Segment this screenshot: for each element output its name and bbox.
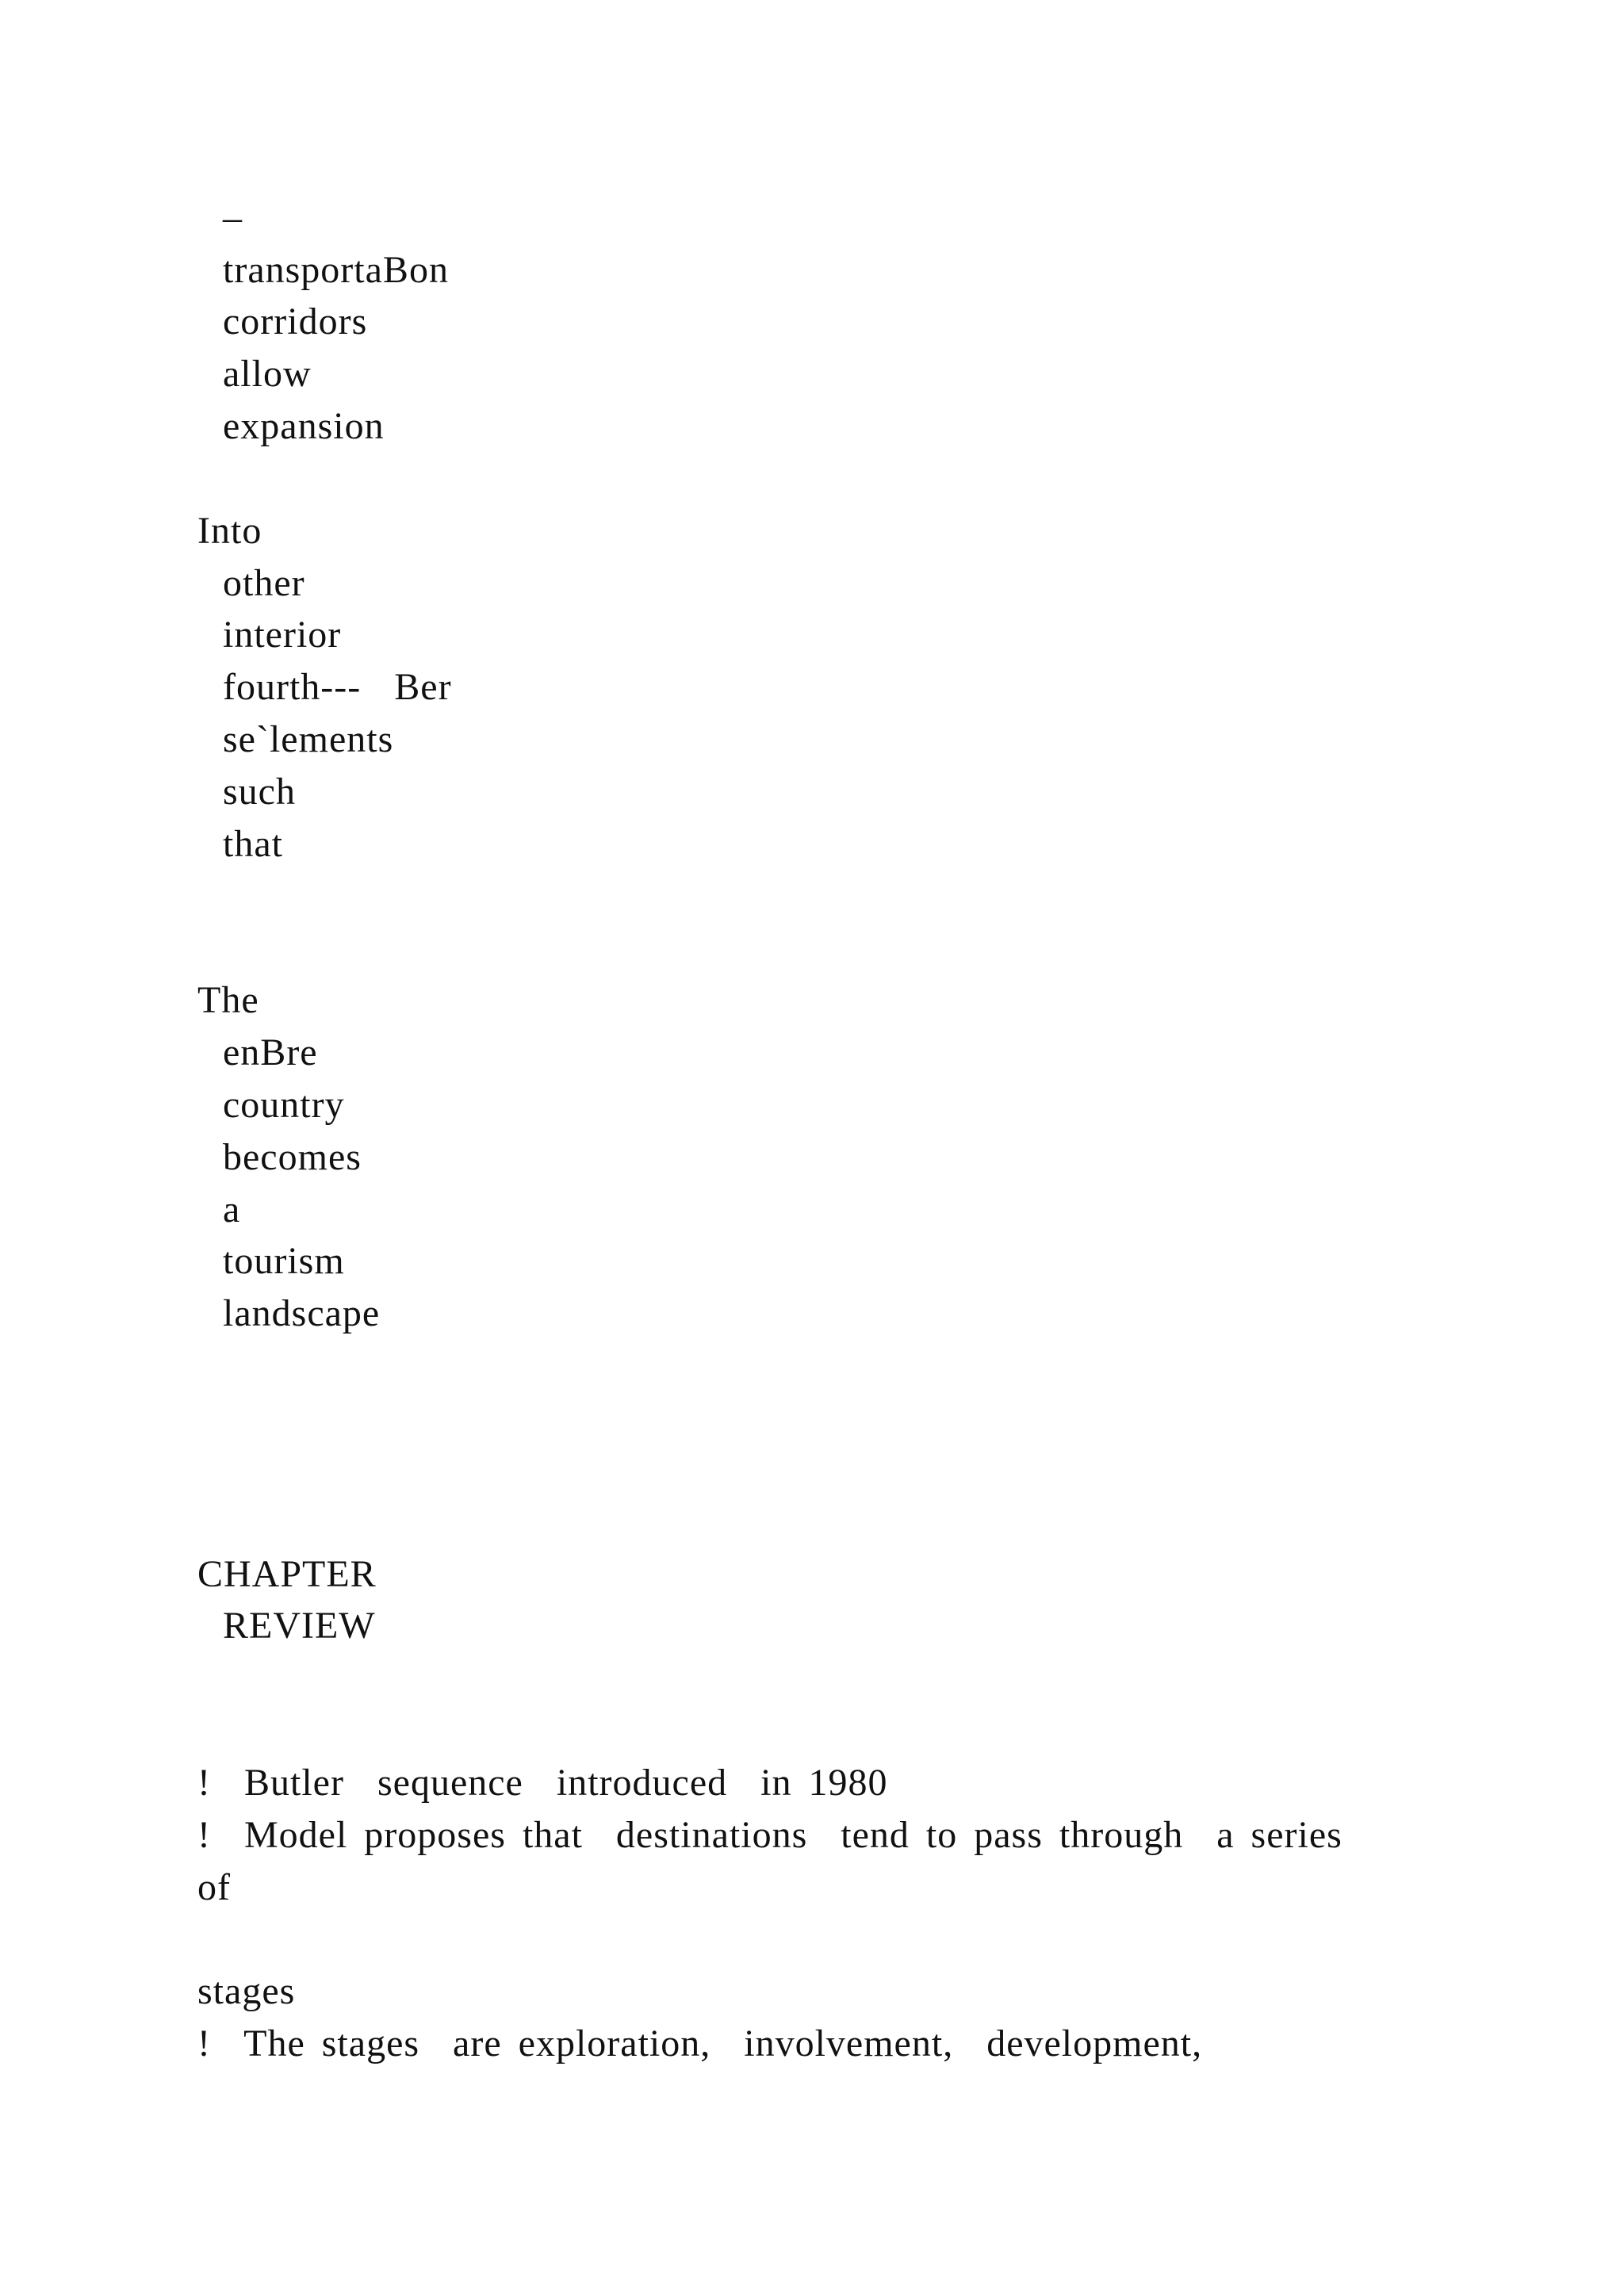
text-line: interior — [223, 614, 342, 656]
text-line: – — [223, 197, 243, 239]
text-line: other — [223, 562, 305, 604]
text-line: expansion — [223, 405, 385, 447]
text-line: a — [223, 1188, 241, 1230]
text-line: corridors — [223, 300, 368, 342]
text-line: Into — [197, 510, 262, 552]
section-heading: REVIEW — [223, 1605, 376, 1647]
text-line: allow — [223, 353, 312, 395]
text-line: fourth--- Ber — [223, 666, 452, 708]
text-line: such — [223, 771, 296, 813]
text-line: tourism — [223, 1240, 345, 1282]
text-line: that — [223, 823, 283, 865]
section-heading: CHAPTER — [197, 1553, 377, 1595]
bullet-line: ! Model proposes that destinations tend to pass through a series — [197, 1814, 1342, 1856]
bullet-line: ! The stages are exploration, involvement, development, — [197, 2022, 1203, 2064]
bullet-line: ! Butler sequence introduced in 1980 — [197, 1762, 888, 1804]
text-line: The — [197, 979, 259, 1021]
text-line: transportaBon — [223, 249, 449, 291]
text-line: stages — [197, 1970, 296, 2012]
text-line: landscape — [223, 1292, 381, 1334]
text-line: enBre — [223, 1031, 318, 1073]
text-line: of — [197, 1866, 231, 1908]
text-line: country — [223, 1084, 345, 1126]
text-line: becomes — [223, 1136, 362, 1178]
text-line: se`lements — [223, 718, 394, 760]
